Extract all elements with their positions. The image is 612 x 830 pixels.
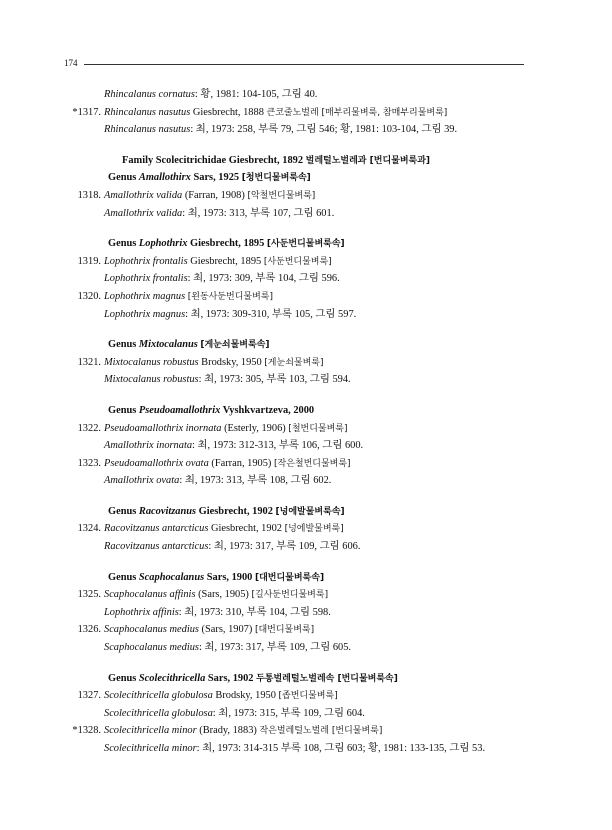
species-authority: (Sars, 1907) [198, 624, 255, 636]
genus-korean-name: 두통벌레털노벌레속 [번디물벼룩속] [256, 673, 398, 684]
synonym-reference: : 최, 1973: 314-315 부록 108, 그림 603; 황, 1981: 133-135, 그림 53. [196, 743, 486, 754]
species-authority: (Brady, 1883) [196, 725, 260, 737]
synonym-reference: : 최, 1973: 305, 부록 103, 그림 594. [198, 374, 351, 386]
section-gap [0, 556, 612, 569]
entry-text [104, 420, 348, 439]
korean-name: [사둔번디물벼룩] [263, 256, 332, 267]
species-entry [0, 722, 612, 740]
synonym-reference: : 최, 1973: 315, 부록 109, 그림 604. [212, 707, 365, 719]
species-name: Scaphocalanus affinis [104, 589, 196, 601]
synonym-line [0, 740, 612, 758]
entry-text [104, 520, 344, 539]
synonym-line [0, 86, 612, 104]
korean-name: [게눈쇠물벼룩] [264, 357, 324, 368]
synonym-reference: : 황, 1981: 104-105, 그림 40. [194, 89, 318, 100]
korean-name: [대번디물벼룩] [254, 625, 315, 636]
species-entry [0, 420, 612, 438]
korean-name: [왼동사둔번디물벼룩] [187, 291, 274, 302]
synonym-reference: : 최, 1973: 309, 부록 104, 그림 596. [187, 273, 340, 285]
synonym-reference: : 최, 1973: 258, 부록 79, 그림 546; 황, 1981: 103-104, 그림 39. [190, 124, 458, 136]
synonym-name: Rhincalanus nasutus [104, 124, 191, 136]
synonym-reference: : 최, 1973: 313, 부록 108, 그림 602. [179, 475, 332, 487]
korean-name: [작은철번디물벼룩] [273, 458, 351, 469]
synonym-text [104, 371, 351, 389]
page-number: 174 [64, 58, 78, 68]
synonym-line [0, 121, 612, 139]
species-name: Rhincalanus nasutus [104, 106, 191, 118]
synonym-text [104, 472, 331, 490]
synonym-name: Scolecithricella minor [104, 743, 197, 754]
synonym-text [104, 705, 365, 723]
korean-name: [철번디물벼룩] [288, 423, 348, 434]
species-authority: Giesbrecht, 1902 [208, 523, 285, 535]
species-entry [0, 621, 612, 639]
section-gap [0, 389, 612, 402]
entry-text [104, 586, 328, 605]
genus-prefix: Genus [108, 172, 139, 184]
genus-authority: Sars, 1902 [205, 672, 257, 684]
species-name: Pseudoamallothrix ovata [104, 457, 209, 469]
entry-number: 1324. [77, 523, 101, 535]
synonym-line [0, 472, 612, 490]
section-gap [0, 323, 612, 336]
genus-authority: Sars, 1925 [190, 172, 242, 184]
genus-name: Scaphocalanus [138, 571, 205, 583]
entry-text [104, 687, 338, 706]
species-name: Scolecithricella globulosa [104, 690, 213, 702]
synonym-text [104, 205, 334, 223]
entry-number: *1317. [72, 106, 101, 118]
genus-prefix: Genus [108, 404, 139, 416]
genus-heading-text [108, 169, 311, 188]
synonym-name: Lophothrix magnus [104, 308, 186, 320]
genus-name: Mixtocalanus [138, 339, 198, 351]
entry-text [104, 104, 447, 123]
species-entry [0, 187, 612, 205]
species-authority: Brodsky, 1950 [198, 356, 265, 368]
synonym-reference: : 최, 1973: 312-313, 부록 106, 그림 600. [192, 440, 364, 452]
entry-number: *1328. [72, 725, 101, 737]
genus-heading [0, 402, 612, 420]
species-name: Scaphocalanus medius [104, 624, 199, 636]
synonym-name: Amallothrix valida [104, 207, 183, 219]
genus-prefix: Genus [108, 505, 139, 517]
species-name: Racovitzanus antarcticus [104, 523, 209, 535]
species-entry [0, 104, 612, 122]
synonym-reference: : 최, 1973: 310, 부록 104, 그림 598. [178, 606, 331, 618]
genus-name: Lophothrix [138, 238, 188, 250]
species-authority: (Sars, 1905) [195, 589, 252, 601]
species-authority: (Farran, 1905) [208, 457, 274, 469]
genus-korean-name: [사둔번디물벼룩속] [266, 239, 345, 250]
synonym-line [0, 705, 612, 723]
genus-name: Amallothirx [138, 172, 191, 184]
entry-text [104, 354, 323, 373]
genus-prefix: Genus [108, 672, 139, 684]
species-name: Mixtocalanus robustus [104, 356, 199, 368]
korean-name: [악철번디물벼룩] [247, 190, 316, 201]
synonym-text [104, 437, 363, 455]
synonym-name: Amallothrix inornata [104, 440, 193, 452]
species-entry [0, 354, 612, 372]
synonym-line [0, 371, 612, 389]
entry-number: 1323. [77, 457, 101, 469]
entry-number: 1318. [77, 189, 101, 201]
species-authority: (Esterly, 1906) [221, 422, 289, 434]
synonym-name: Amallothrix ovata [104, 475, 180, 487]
genus-heading-text [108, 235, 345, 254]
entry-text [104, 455, 351, 474]
section-gap [0, 222, 612, 235]
genus-korean-name: [대번디물벼룩속] [254, 572, 325, 583]
synonym-text [104, 538, 360, 556]
entry-text [104, 288, 273, 307]
korean-name: 큰코줄노벌레 [매부리물벼룩, 참매부리물벼룩] [266, 107, 448, 118]
genus-name: Scolecithricella [138, 672, 206, 684]
genus-heading-text [108, 503, 345, 522]
genus-name: Pseudoamallothrix [138, 404, 221, 416]
entry-text [104, 187, 315, 206]
synonym-name: Scolecithricella globulosa [104, 707, 213, 719]
synonym-line [0, 538, 612, 556]
section-gap [0, 657, 612, 670]
genus-korean-name: [넝에발물벼룩속] [275, 506, 345, 517]
korean-name: 작은벌레털노벌레 [번디물벼룩] [259, 726, 383, 737]
genus-heading [0, 336, 612, 354]
synonym-text [104, 604, 331, 622]
synonym-line [0, 437, 612, 455]
species-authority: (Farran, 1908) [182, 189, 248, 201]
species-entry [0, 520, 612, 538]
species-name: Lophothrix frontalis [104, 255, 188, 267]
synonym-reference: : 최, 1973: 317, 부록 109, 그림 606. [208, 541, 361, 553]
genus-heading [0, 670, 612, 688]
synonym-name: Lophothrix affinis [104, 606, 179, 618]
family-name: Family Scolecitrichidae Giesbrecht, 1892 [122, 154, 306, 166]
synonym-name: Rhincalanus cornatus [104, 89, 195, 100]
synonym-name: Scaphocalanus medius [104, 642, 199, 654]
taxonomic-list [0, 86, 612, 758]
synonym-name: Mixtocalanus robustus [104, 374, 199, 386]
entry-number: 1319. [77, 255, 101, 267]
species-name: Amallothrix valida [104, 189, 183, 201]
genus-heading-text [108, 336, 270, 355]
synonym-name: Lophothrix frontalis [104, 273, 188, 285]
entry-number: 1327. [77, 690, 101, 702]
section-gap [0, 490, 612, 503]
genus-heading [0, 503, 612, 521]
genus-heading [0, 235, 612, 253]
species-name: Pseudoamallothrix inornata [104, 422, 222, 434]
korean-name: [좁번디물벼룩] [278, 691, 338, 702]
species-authority: Giesbrecht, 1888 [190, 106, 267, 118]
genus-heading-text [108, 569, 324, 588]
species-name: Scolecithricella minor [104, 725, 197, 737]
synonym-text [104, 740, 485, 758]
synonym-reference: : 최, 1973: 309-310, 부록 105, 그림 597. [185, 308, 357, 320]
entry-text [104, 253, 332, 272]
genus-prefix: Genus [108, 571, 139, 583]
family-heading [0, 152, 612, 170]
entry-text [104, 722, 382, 741]
synonym-line [0, 604, 612, 622]
synonym-text [104, 639, 351, 657]
synonym-text [104, 270, 340, 288]
species-authority: Brodsky, 1950 [212, 690, 279, 702]
family-heading-text [122, 152, 430, 171]
synonym-text [104, 86, 317, 104]
genus-authority: Giesbrecht, 1895 [187, 238, 267, 250]
synonym-text [104, 121, 457, 139]
section-gap [0, 139, 612, 152]
synonym-line [0, 639, 612, 657]
species-name: Lophothrix magnus [104, 290, 186, 302]
genus-heading-text [108, 402, 314, 421]
species-authority: Giesbrecht, 1895 [187, 255, 264, 267]
family-korean-name: 벌레털노벌레과 [번디물벼룩과] [305, 155, 431, 166]
genus-heading [0, 169, 612, 187]
genus-heading-text [108, 670, 398, 689]
korean-name: [넝에발물벼룩] [284, 524, 344, 535]
genus-authority: Giesbrecht, 1902 [196, 505, 276, 517]
synonym-text [104, 306, 356, 324]
entry-number: 1321. [77, 356, 101, 368]
header-rule [84, 64, 524, 65]
species-entry [0, 455, 612, 473]
synonym-reference: : 최, 1973: 317, 부록 109, 그림 605. [198, 642, 352, 654]
synonym-name: Racovitzanus antarcticus [104, 541, 209, 553]
entry-number: 1320. [77, 290, 101, 302]
genus-authority: Vyshkvartzeva, 2000 [220, 404, 315, 416]
species-entry [0, 687, 612, 705]
genus-prefix: Genus [108, 339, 139, 351]
synonym-line [0, 270, 612, 288]
entry-number: 1326. [77, 624, 101, 636]
genus-heading [0, 569, 612, 587]
genus-korean-name: [게눈쇠물벼룩속] [200, 340, 270, 351]
species-entry [0, 253, 612, 271]
genus-authority: Sars, 1900 [204, 571, 255, 583]
synonym-line [0, 205, 612, 223]
genus-prefix: Genus [108, 238, 139, 250]
entry-number: 1322. [77, 422, 101, 434]
synonym-line [0, 306, 612, 324]
entry-number: 1325. [77, 589, 101, 601]
species-entry [0, 288, 612, 306]
korean-name: [길사둔번디물벼룩] [251, 590, 329, 601]
entry-text [104, 621, 314, 640]
synonym-reference: : 최, 1973: 313, 부록 107, 그림 601. [182, 207, 335, 219]
genus-name: Racovitzanus [138, 505, 197, 517]
genus-korean-name: [청번디물벼룩속] [241, 173, 311, 184]
species-entry [0, 586, 612, 604]
